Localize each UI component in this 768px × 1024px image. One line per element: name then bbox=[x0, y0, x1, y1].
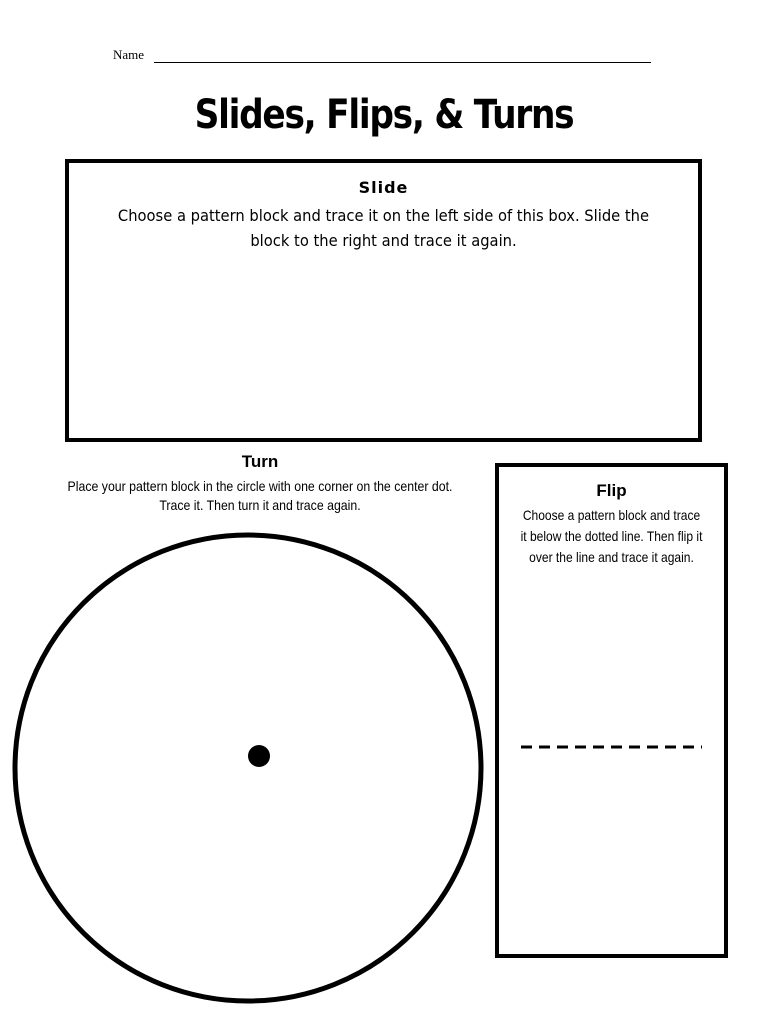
name-label: Name bbox=[113, 47, 145, 62]
turn-circle bbox=[15, 535, 481, 1001]
turn-instructions: Place your pattern block in the circle with one corner on the center dot. Trace it. Then turn it and trace again. bbox=[67, 478, 453, 513]
turn-heading: Turn bbox=[241, 452, 279, 471]
slide-instructions: Choose a pattern block and trace it on the left side of this box. Slide the block to the right and trace it again. bbox=[117, 206, 650, 250]
flip-instructions: Choose a pattern block and trace it below the dotted line. Then flip it over the line and trace it again. bbox=[520, 507, 703, 565]
turn-area bbox=[0, 520, 490, 1020]
flip-box bbox=[495, 463, 728, 958]
name-line[interactable] bbox=[154, 62, 651, 63]
slide-heading: Slide bbox=[358, 178, 409, 197]
dotted-line bbox=[519, 739, 704, 759]
flip-heading: Flip bbox=[596, 481, 627, 500]
name-row bbox=[113, 47, 653, 65]
center-dot bbox=[248, 745, 270, 767]
page-title: Slides, Flips, & Turns bbox=[194, 92, 574, 138]
slide-box bbox=[65, 159, 702, 442]
